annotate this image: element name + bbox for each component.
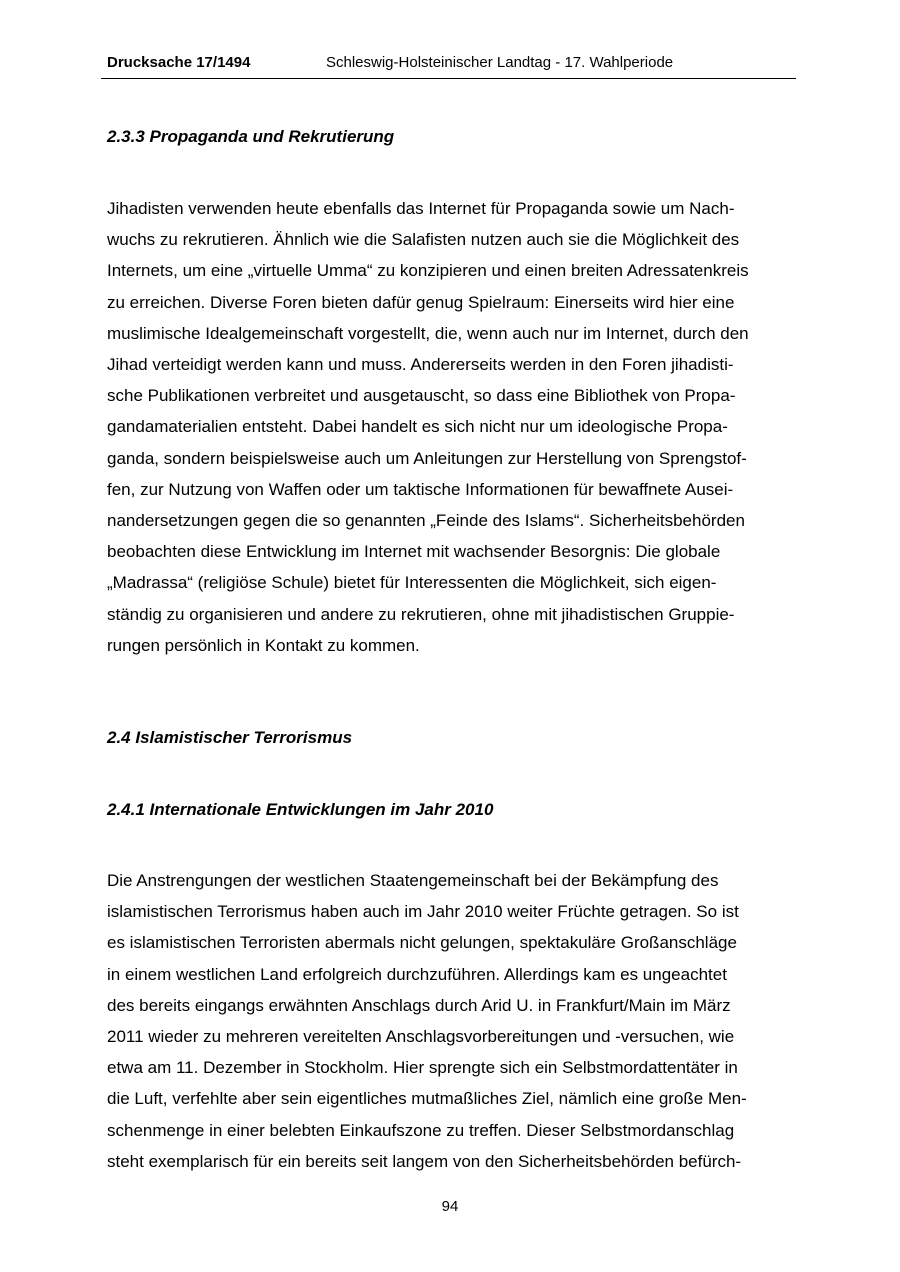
paragraph-line: gandamaterialien entsteht. Dabei handelt es sich nicht nur um ideologische Propa- bbox=[107, 417, 728, 437]
paragraph-line: Jihadisten verwenden heute ebenfalls das Internet für Propaganda sowie um Nach- bbox=[107, 199, 735, 218]
paragraph-line: rungen persönlich in Kontakt zu kommen. bbox=[107, 635, 420, 655]
paragraph-line: sche Publikationen verbreitet und ausgetauscht, so dass eine Bibliothek von Propa- bbox=[107, 386, 736, 406]
paragraph-line: Die Anstrengungen der westlichen Staatengemeinschaft bei der Bekämpfung des bbox=[107, 871, 719, 890]
paragraph-line: muslimische Idealgemeinschaft vorgestellt, die, wenn auch nur im Internet, durch den bbox=[107, 323, 749, 343]
paragraph-line: schenmenge in einer belebten Einkaufszone zu treffen. Dieser Selbstmordanschlag bbox=[107, 1120, 735, 1140]
paragraph-line: zu erreichen. Diverse Foren bieten dafür genug Spielraum: Einerseits wird hier eine bbox=[107, 292, 735, 312]
paragraph-line: ständig zu organisieren und andere zu rekrutieren, ohne mit jihadistischen Gruppie- bbox=[107, 604, 735, 624]
paragraph-line: des bereits eingangs erwähnten Anschlags durch Arid U. in Frankfurt/Main im März bbox=[107, 995, 731, 1015]
section-heading-2-4-1: 2.4.1 Internationale Entwicklungen im Jahr 2010 bbox=[107, 800, 494, 819]
paragraph-line: nandersetzungen gegen die so genannten „Feinde des Islams“. Sicherheitsbehörden bbox=[107, 511, 745, 531]
paragraph-line: die Luft, verfehlte aber sein eigentliches mutmaßliches Ziel, nämlich eine große Men- bbox=[107, 1089, 747, 1109]
paragraph-line: 2011 wieder zu mehreren vereitelten Anschlagsvorbereitungen und -versuchen, wie bbox=[107, 1027, 735, 1047]
paragraph-line: in einem westlichen Land erfolgreich durchzuführen. Allerdings kam es ungeachtet bbox=[107, 964, 727, 984]
section-heading-2-3-3: 2.3.3 Propaganda und Rekrutierung bbox=[107, 127, 395, 146]
paragraph-line: Internets, um eine „virtuelle Umma“ zu konzipieren und einen breiten Adressatenkreis bbox=[107, 261, 749, 281]
paragraph-line: islamistischen Terrorismus haben auch im Jahr 2010 weiter Früchte getragen. So ist bbox=[107, 902, 739, 922]
paragraph-international bbox=[107, 865, 807, 1177]
paragraph-line: beobachten diese Entwicklung im Internet mit wachsender Besorgnis: Die globale bbox=[107, 542, 721, 562]
paragraph-line: steht exemplarisch für ein bereits seit langem von den Sicherheitsbehörden befürch- bbox=[107, 1151, 742, 1171]
page-header bbox=[101, 50, 796, 79]
paragraph-line: etwa am 11. Dezember in Stockholm. Hier sprengte sich ein Selbstmordattentäter in bbox=[107, 1058, 738, 1078]
paragraph-line: ganda, sondern beispielsweise auch um Anleitungen zur Herstellung von Sprengstof- bbox=[107, 448, 747, 468]
paragraph-line: es islamistischen Terroristen abermals nicht gelungen, spektakuläre Großanschläge bbox=[107, 933, 737, 953]
section-heading-2-4: 2.4 Islamistischer Terrorismus bbox=[107, 728, 353, 747]
paragraph-line: fen, zur Nutzung von Waffen oder um taktische Informationen für bewaffnete Ausei- bbox=[107, 479, 734, 499]
page-number: 94 bbox=[441, 1198, 459, 1215]
paragraph-line: „Madrassa“ (religiöse Schule) bietet für Interessenten die Möglichkeit, sich eigen- bbox=[107, 573, 717, 593]
paragraph-line: Jihad verteidigt werden kann und muss. Andererseits werden in den Foren jihadisti- bbox=[107, 355, 734, 375]
header-title: Schleswig-Holsteinischer Landtag - 17. Wahlperiode bbox=[326, 54, 674, 71]
paragraph-propaganda bbox=[107, 193, 807, 661]
document-number: Drucksache 17/1494 bbox=[107, 54, 251, 71]
paragraph-line: wuchs zu rekrutieren. Ähnlich wie die Salafisten nutzen auch sie die Möglichkeit des bbox=[107, 230, 740, 250]
